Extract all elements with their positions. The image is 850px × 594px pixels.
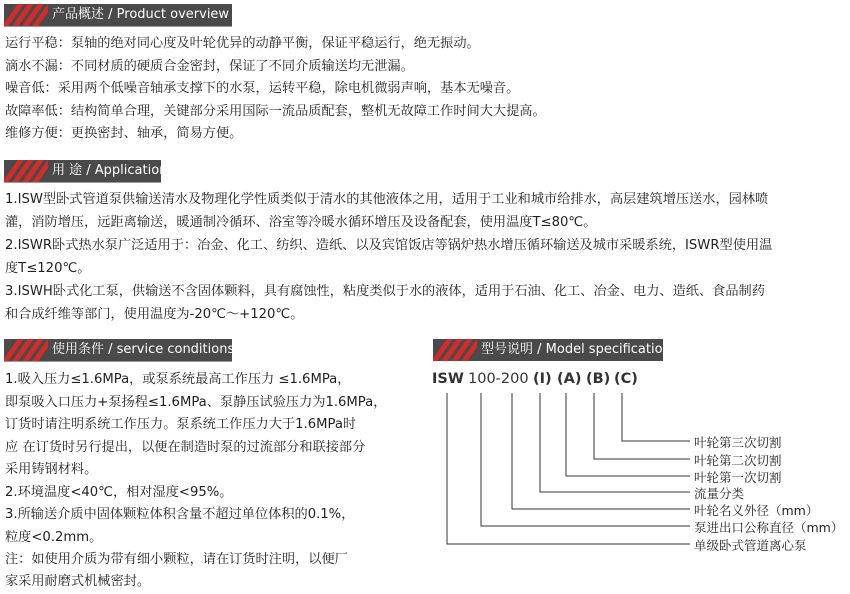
conditions-line: 粒度<0.2mm。: [5, 529, 103, 545]
application-line: 1.ISW型卧式管道泵供输送清水及物理化学性质类似于清水的其他液体之用，适用于工业和城市给排水，高层建筑增压送水，园林喷: [5, 192, 769, 207]
leader-line-series: [447, 393, 690, 544]
model-part-cut3: (C): [614, 371, 638, 387]
conditions-line: 采用铸钢材料。: [5, 462, 98, 477]
model-label: 泵进出口公称直径（mm）: [694, 520, 844, 535]
conditions-line: 即泵吸入口压力+泵扬程≤1.6MPa、泵静压试验压力为1.6MPa，: [5, 394, 387, 410]
overview-line: 故障率低：结构简单合理，关键部分采用国际一流品质配套，整机无故障工作时间大大提高。: [5, 103, 546, 119]
model-label: 单级卧式管道离心泵: [694, 538, 807, 553]
leader-line-cut3: [622, 393, 690, 441]
section-header-label: 用 途 / Application: [52, 163, 168, 178]
model-label: 叶轮第二次切割: [694, 453, 782, 468]
model-label: 叶轮名义外径（mm）: [694, 503, 819, 518]
conditions-line: 2.环境温度<40℃，相对湿度<95%。: [5, 484, 233, 500]
section-header-label: 使用条件 / service conditions: [52, 342, 235, 357]
conditions-line: 家采用耐磨式机械密封。: [5, 574, 151, 589]
model-part-cut1: (A): [557, 371, 582, 387]
overview-line: 维修方便：更换密封、轴承，简易方便。: [5, 126, 243, 141]
model-part-flow: (I): [533, 371, 552, 387]
application-line: 2.ISWR卧式热水泵广泛适用于：冶金、化工、纺织、造纸、以及宾馆饭店等锅炉热水增压循环输送及城市采暖系统，ISWR型使用温: [5, 238, 773, 253]
leader-line-cut2: [594, 393, 690, 459]
conditions-line: 应 在订货时另行提出，以便在制造时泵的过流部分和联接部分: [5, 439, 366, 455]
section-header-label: 产品概述 / Product overview: [52, 7, 230, 22]
leader-line-cut1: [566, 393, 690, 476]
conditions-line: 订货时请注明系统工作压力。泵系统工作压力大于1.6MPa时: [5, 417, 357, 432]
conditions-line: 3.所输送介质中固体颗粒体积含量不超过单位体积的0.1%，: [5, 507, 355, 522]
leader-line-flow: [540, 393, 690, 492]
model-label: 流量分类: [694, 486, 745, 501]
conditions-line: 1.吸入压力≤1.6MPa，或泵系统最高工作压力 ≤1.6MPa，: [5, 372, 351, 387]
model-label: 叶轮第三次切割: [694, 435, 782, 450]
application-line: 灌，消防增压，远距离输送，暖通制冷循环、浴室等冷暖水循环增压及设备配套，使用温度T≤80℃。: [5, 215, 597, 230]
model-part-series: ISW: [432, 371, 464, 387]
conditions-line: 注：如使用介质为带有细小颗粒，请在订货时注明，以便厂: [5, 552, 348, 567]
model-part-cut2: (B): [586, 371, 611, 387]
overview-line: 运行平稳：泵轴的绝对同心度及叶轮优异的动静平衡，保证平稳运行，绝无振动。: [5, 36, 480, 51]
application-line: 3.ISWH卧式化工泵，供输送不含固体颗料，具有腐蚀性，粘度类似于水的液体，适用于石油、化工、冶金、电力、造纸、食品制药: [5, 284, 765, 299]
application-line: 和合成纤维等部门，使用温度为-20℃～+120℃。: [5, 307, 304, 322]
model-part-size: 100-200: [468, 371, 529, 387]
application-line: 度T≤120℃。: [5, 261, 91, 276]
section-header-label: 型号说明 / Model specification: [481, 342, 671, 357]
overview-line: 噪音低：采用两个低噪音轴承支撑下的水泵，运转平稳，除电机微弱声响，基本无噪音。: [5, 81, 520, 96]
overview-line: 滴水不漏：不同材质的硬质合金密封，保证了不同介质输送均无泄漏。: [5, 58, 414, 74]
model-label: 叶轮第一次切割: [694, 470, 782, 485]
